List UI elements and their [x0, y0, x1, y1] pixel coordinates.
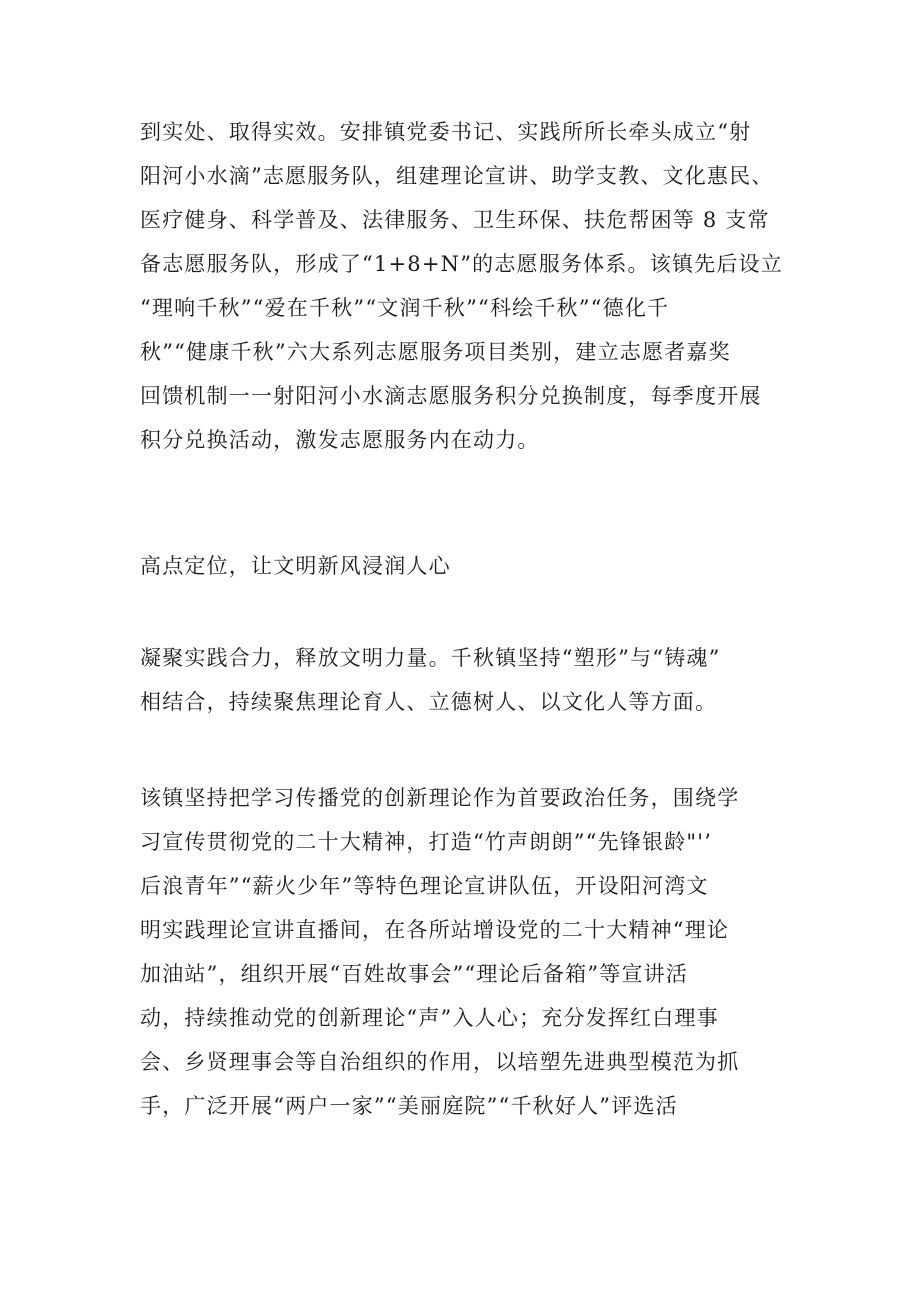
paragraph-line: 相结合，持续聚焦理论育人、立德树人、以文化人等方面。 [140, 690, 718, 714]
section-heading-text: 高点定位，让文明新风浸润人心 [140, 554, 451, 578]
paragraph-line: 积分兑换活动，激发志愿服务内在动力。 [140, 428, 540, 452]
paragraph-line: 回馈机制一一射阳河小水滴志愿服务积分兑换制度，每季度开展 [140, 384, 762, 408]
paragraph-line: 秋”“健康千秋”六大系列志愿服务项目类别，建立志愿者嘉奖 [140, 340, 731, 364]
paragraph-line: 备志愿服务队，形成了“1+8+N”的志愿服务体系。该镇先后设立 [140, 252, 783, 276]
paragraph-volunteer-service [140, 110, 820, 462]
paragraph-line: 明实践理论宣讲直播间，在各所站增设党的二十大精神“理论 [140, 918, 730, 942]
paragraph-line: 阳河小水滴”志愿服务队，组建理论宣讲、助学支教、文化惠民、 [140, 164, 774, 188]
paragraph-line: 会、乡贤理事会等自治组织的作用，以培塑先进典型模范为抓 [140, 1050, 740, 1074]
paragraph-line: 凝聚实践合力，释放文明力量。千秋镇坚持“塑形”与“铸魂” [140, 646, 721, 670]
paragraph-line: 该镇坚持把学习传播党的创新理论作为首要政治任务，围绕学 [140, 786, 740, 810]
section-heading [140, 544, 820, 588]
paragraph-line: 后浪青年”“薪火少年”等特色理论宣讲队伍，开设阳河湾文 [140, 874, 709, 898]
paragraph-line: “理响千秋”“爱在千秋”“文润千秋”“科绘千秋”“德化千 [140, 296, 670, 320]
paragraph-line: 习宣传贯彻党的二十大精神，打造“竹声朗朗”“先锋银龄"'’ [140, 830, 713, 854]
paragraph-practice-synergy [140, 636, 820, 724]
paragraph-line: 加油站”，组织开展“百姓故事会”“理论后备箱”等宣讲活 [140, 962, 689, 986]
paragraph-line: 医疗健身、科学普及、法律服务、卫生环保、扶危帮困等 8 支常 [140, 208, 770, 232]
paragraph-theory-propagation [140, 776, 820, 1128]
paragraph-line: 手，广泛开展“两户一家”“美丽庭院”“千秋好人”评选活 [140, 1094, 678, 1118]
paragraph-line: 动，持续推动党的创新理论“声”入人心；充分发挥红白理事 [140, 1006, 719, 1030]
paragraph-line: 到实处、取得实效。安排镇党委书记、实践所所长牵头成立“射 [140, 120, 752, 144]
